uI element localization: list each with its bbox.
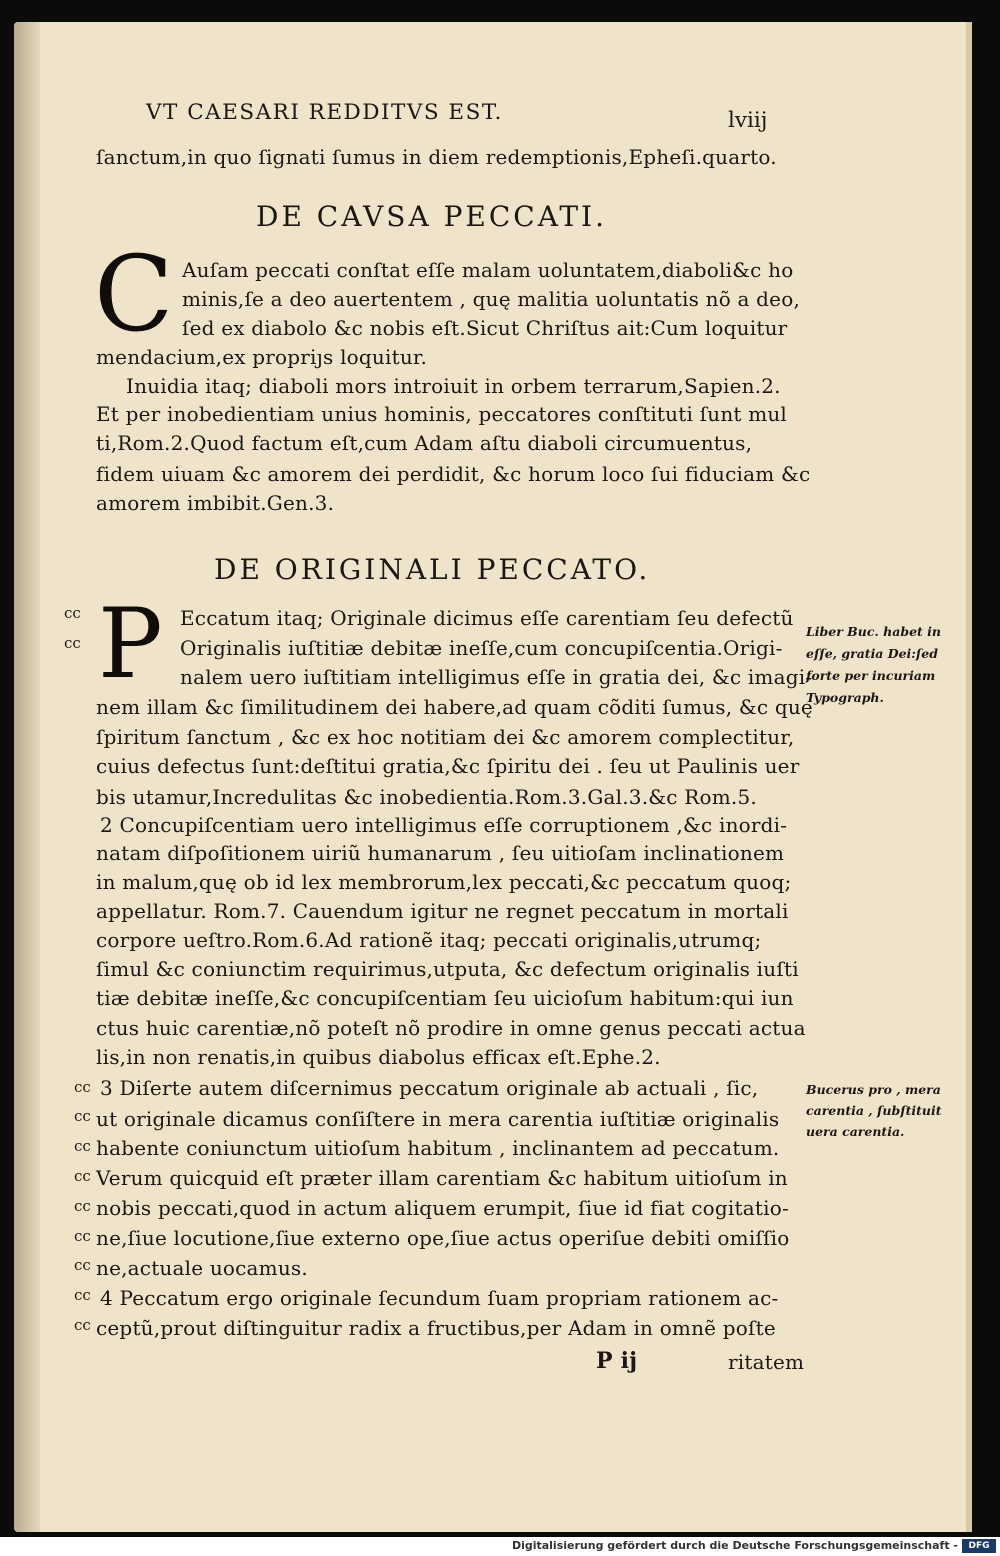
dfg-logo: DFG bbox=[962, 1539, 996, 1553]
text-line: in malum,quę ob id lex membrorum,lex peccati,&c peccatum quoq; bbox=[96, 870, 792, 894]
quote-mark: ϲϲ bbox=[74, 1078, 91, 1096]
quote-mark: ϲϲ bbox=[74, 1167, 91, 1185]
marginal-note-line: uera carentia. bbox=[806, 1124, 905, 1139]
marginal-note-line: Liber Buc. habet in bbox=[806, 624, 941, 639]
drop-cap-p: P bbox=[98, 588, 163, 700]
quote-mark: ϲϲ bbox=[74, 1107, 91, 1125]
text-line: tiæ debitæ ineſſe,&c concupiſcentiam ſeu uicioſum habitum:qui iun bbox=[96, 986, 794, 1010]
digitization-footer bbox=[0, 1537, 1000, 1556]
text-line: nalem uero iuſtitiam intelligimus eſſe in gratia dei, &c imagi- bbox=[180, 665, 813, 689]
text-line: Auſam peccati conſtat eſſe malam uoluntatem,diaboli&c ho bbox=[182, 258, 794, 282]
text-line: Et per inobedientiam unius hominis, peccatores conſtituti ſunt mul bbox=[96, 402, 788, 426]
text-line: minis,ſe a deo auertentem , quę malitia uoluntatis nõ a deo, bbox=[182, 287, 801, 311]
quote-mark: ϲϲ bbox=[74, 1256, 91, 1274]
marginal-note-line: eſſe, gratia Dei:ſed bbox=[806, 646, 938, 661]
text-line: Eccatum itaq; Originale dicimus eſſe carentiam ſeu defectũ bbox=[180, 606, 794, 630]
quote-mark: ϲϲ bbox=[74, 1286, 91, 1304]
text-line: mendacium,ex propriȷs loquitur. bbox=[96, 345, 428, 369]
text-line: ceptũ,prout diſtinguitur radix a fructibus,per Adam in omnẽ poſte bbox=[96, 1316, 776, 1340]
page-edge bbox=[966, 22, 972, 1532]
page-gutter bbox=[14, 22, 40, 1532]
text-line: cuius defectus ſunt:deſtitui gratia,&c ſpiritu dei . ſeu ut Paulinis uer bbox=[96, 754, 800, 778]
marginal-note-line: Bucerus pro , mera bbox=[806, 1082, 941, 1097]
text-line: 2 Concupiſcentiam uero intelligimus eſſe corruptionem ,&c inordi- bbox=[100, 813, 788, 837]
catchword: ritatem bbox=[728, 1350, 805, 1374]
text-line: fidem uiuam &c amorem dei perdidit, &c horum loco ſui fiduciam &c bbox=[96, 462, 811, 486]
quote-mark: ϲϲ bbox=[64, 634, 81, 652]
text-line: habente coniunctum uitioſum habitum , inclinantem ad peccatum. bbox=[96, 1136, 780, 1160]
text-line: amorem imbibit.Gen.3. bbox=[96, 491, 335, 515]
text-line: lis,in non renatis,in quibus diabolus efficax eſt.Ephe.2. bbox=[96, 1045, 661, 1069]
text-line: ne,ſiue locutione,ſiue externo ope,ſiue actus operiſue debiti omiſſio bbox=[96, 1226, 790, 1250]
signature-mark: P ij bbox=[596, 1348, 638, 1374]
marginal-note-line: forte per incuriam bbox=[806, 668, 936, 683]
carry-over-line: ſanctum,in quo ſignati ſumus in diem redemptionis,Epheſi.quarto. bbox=[96, 145, 777, 169]
quote-mark: ϲϲ bbox=[74, 1197, 91, 1215]
text-line: bis utamur,Incredulitas &c inobedientia.Rom.3.Gal.3.&c Rom.5. bbox=[96, 785, 757, 809]
text-line: corpore ueſtro.Rom.6.Ad rationẽ itaq; peccati originalis,utrumq; bbox=[96, 928, 762, 952]
heading-de-causa-peccati: DE CAVSA PECCATI. bbox=[256, 200, 608, 233]
quote-mark: ϲϲ bbox=[74, 1316, 91, 1334]
text-line: ne,actuale uocamus. bbox=[96, 1256, 308, 1280]
text-line: nobis peccati,quod in actum aliquem erumpit, ſiue id fiat cogitatio- bbox=[96, 1196, 789, 1220]
footer-credit: Digitalisierung gefördert durch die Deutsche Forschungsgemeinschaft - bbox=[511, 1539, 958, 1552]
text-line: ti,Rom.2.Quod factum eſt,cum Adam aſtu diaboli circumuentus, bbox=[96, 431, 753, 455]
text-line: natam diſpoſitionem uiriũ humanarum , ſeu uitioſam inclinationem bbox=[96, 841, 785, 865]
text-line: appellatur. Rom.7. Cauendum igitur ne regnet peccatum in mortali bbox=[96, 899, 789, 923]
text-line: Originalis iuſtitiæ debitæ ineſſe,cum concupiſcentia.Origi- bbox=[180, 636, 783, 660]
text-line: Verum quicquid eſt præter illam carentiam &c habitum uitioſum in bbox=[96, 1166, 788, 1190]
marginal-note-line: carentia , ſubſtituit bbox=[806, 1103, 942, 1118]
running-head-title: VT CAESARI REDDITVS EST. bbox=[146, 100, 503, 125]
text-line: 4 Peccatum ergo originale ſecundum ſuam propriam rationem ac- bbox=[100, 1286, 779, 1310]
text-line: ut originale dicamus conſiſtere in mera carentia iuſtitiæ originalis bbox=[96, 1107, 780, 1131]
text-line: ctus huic carentiæ,nõ poteſt nõ prodire in omne genus peccati actua bbox=[96, 1016, 806, 1040]
quote-mark: ϲϲ bbox=[74, 1227, 91, 1245]
quote-mark: ϲϲ bbox=[74, 1137, 91, 1155]
quote-mark: ϲϲ bbox=[64, 604, 81, 622]
marginal-note-line: Typograph. bbox=[806, 690, 884, 705]
text-line: nem illam &c ſimilitudinem dei habere,ad quam cõditi ſumus, &c quę bbox=[96, 695, 813, 719]
text-line: ſimul &c coniunctim requirimus,utputa, &c defectum originalis iuſti bbox=[96, 957, 799, 981]
folio-number: lviij bbox=[728, 108, 768, 133]
text-line: 3 Diſerte autem diſcernimus peccatum originale ab actuali , ſic, bbox=[100, 1076, 759, 1100]
text-line: Inuidia itaq; diaboli mors introiuit in orbem terrarum,Sapien.2. bbox=[126, 374, 781, 398]
text-line: ſed ex diabolo &c nobis eſt.Sicut Chriſtus ait:Cum loquitur bbox=[182, 316, 788, 340]
drop-cap-c: C bbox=[94, 233, 174, 355]
heading-de-originali-peccato: DE ORIGINALI PECCATO. bbox=[214, 553, 651, 586]
text-line: ſpiritum ſanctum , &c ex hoc notitiam dei &c amorem complectitur, bbox=[96, 725, 795, 749]
